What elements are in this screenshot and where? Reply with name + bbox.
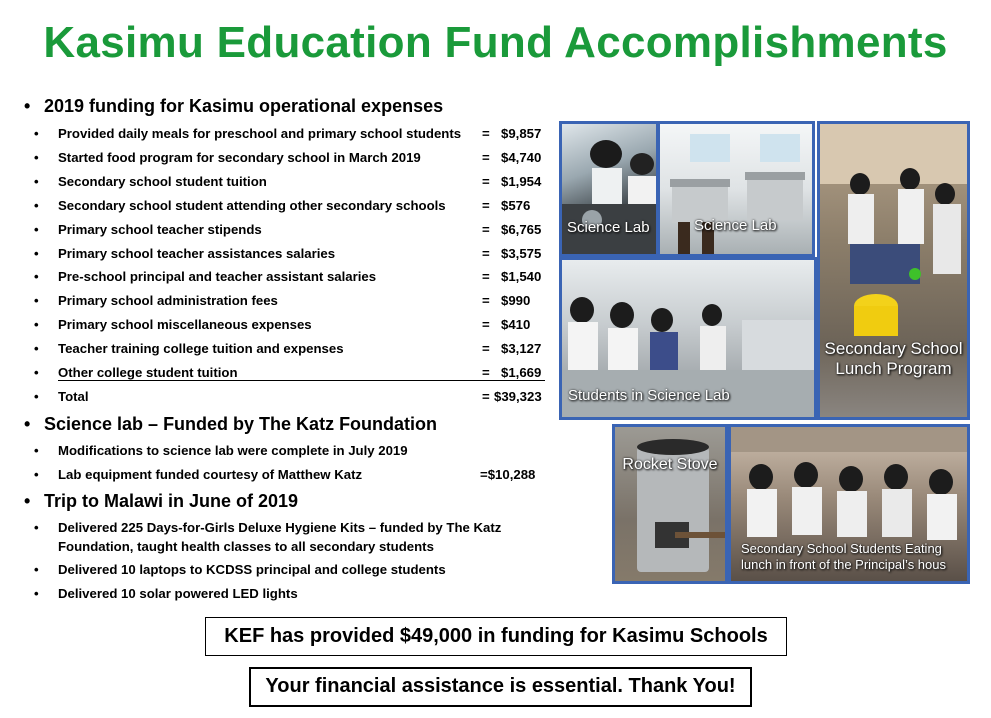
- total-amount: $39,323: [494, 389, 542, 404]
- list-item: • Delivered 10 laptops to KCDSS principal and college students: [34, 562, 446, 577]
- photo-art: [615, 427, 728, 584]
- rocket-stove-photo: [612, 424, 728, 584]
- equals-sign: =: [482, 246, 490, 261]
- amount: $6,765: [501, 222, 542, 237]
- total-row: • Total: [34, 389, 89, 404]
- amount: $1,669: [501, 365, 542, 380]
- section-heading-science-lab: • Science lab – Funded by The Katz Foundation: [24, 414, 438, 434]
- science-lab-photo-1: [559, 121, 659, 257]
- amount: =$10,288: [480, 467, 536, 482]
- thank-you-box: Your financial assistance is essential. Thank You!: [249, 667, 752, 707]
- list-item: • Other college student tuition: [34, 365, 238, 380]
- list-item: • Secondary school student tuition: [34, 174, 267, 189]
- list-item: • Started food program for secondary school in March 2019: [34, 150, 421, 165]
- photo-caption: Rocket Stove: [622, 456, 718, 473]
- equals-sign: =: [482, 341, 490, 356]
- photo-art: [562, 124, 659, 257]
- students-science-lab-photo: [559, 257, 817, 420]
- equals-sign: =: [482, 269, 490, 284]
- list-item: • Lab equipment funded courtesy of Matthew Katz: [34, 467, 363, 482]
- photo-caption: Secondary School Lunch Program: [824, 339, 963, 379]
- amount: $990: [501, 293, 531, 308]
- science-lab-photo-2: [657, 121, 815, 257]
- photo-art: [660, 124, 815, 257]
- amount: $3,575: [501, 246, 542, 261]
- equals-sign: =: [482, 365, 490, 380]
- photo-caption: Science Lab: [567, 219, 650, 236]
- amount: $576: [501, 198, 531, 213]
- amount: $1,954: [501, 174, 542, 189]
- students-eating-photo: [728, 424, 970, 584]
- list-item: • Primary school administration fees: [34, 293, 278, 308]
- equals-sign: =: [482, 317, 490, 332]
- amount: $4,740: [501, 150, 542, 165]
- equals-sign: =: [482, 293, 490, 308]
- equals-sign: =: [482, 126, 490, 141]
- funding-summary-box: KEF has provided $49,000 in funding for Kasimu Schools: [205, 617, 787, 656]
- equals-sign: =: [482, 150, 490, 165]
- section-heading-funding: • 2019 funding for Kasimu operational expenses: [24, 96, 444, 116]
- list-item: • Primary school teacher stipends: [34, 222, 262, 237]
- list-item: • Primary school teacher assistances salaries: [34, 246, 336, 261]
- equals-sign: =: [482, 389, 490, 404]
- photo-caption: Students in Science Lab: [568, 387, 730, 404]
- list-item: • Primary school miscellaneous expenses: [34, 317, 312, 332]
- list-item: • Provided daily meals for preschool and primary school students: [34, 126, 462, 141]
- list-item: • Secondary school student attending other secondary schools: [34, 198, 446, 213]
- equals-sign: =: [482, 198, 490, 213]
- lunch-program-photo: [817, 121, 970, 420]
- amount: $1,540: [501, 269, 542, 284]
- list-item-continuation: Foundation, taught health classes to all secondary students: [58, 539, 434, 554]
- equals-sign: =: [482, 222, 490, 237]
- list-item: • Delivered 225 Days-for-Girls Deluxe Hygiene Kits – funded by The Katz: [34, 520, 502, 535]
- list-item: • Teacher training college tuition and expenses: [34, 341, 344, 356]
- equals-sign: =: [482, 174, 490, 189]
- photo-caption: Science Lab: [694, 217, 777, 234]
- section-heading-malawi-trip: • Trip to Malawi in June of 2019: [24, 491, 299, 511]
- list-item: • Modifications to science lab were complete in July 2019: [34, 443, 408, 458]
- amount: $410: [501, 317, 531, 332]
- photo-caption: Secondary School Students Eating lunch in front of the Principal’s hous: [741, 541, 946, 572]
- page-title: Kasimu Education Fund Accomplishments: [43, 18, 948, 67]
- total-divider-line: [58, 380, 545, 381]
- list-item: • Pre-school principal and teacher assistant salaries: [34, 269, 377, 284]
- amount: $3,127: [501, 341, 542, 356]
- list-item: • Delivered 10 solar powered LED lights: [34, 586, 298, 601]
- amount: $9,857: [501, 126, 542, 141]
